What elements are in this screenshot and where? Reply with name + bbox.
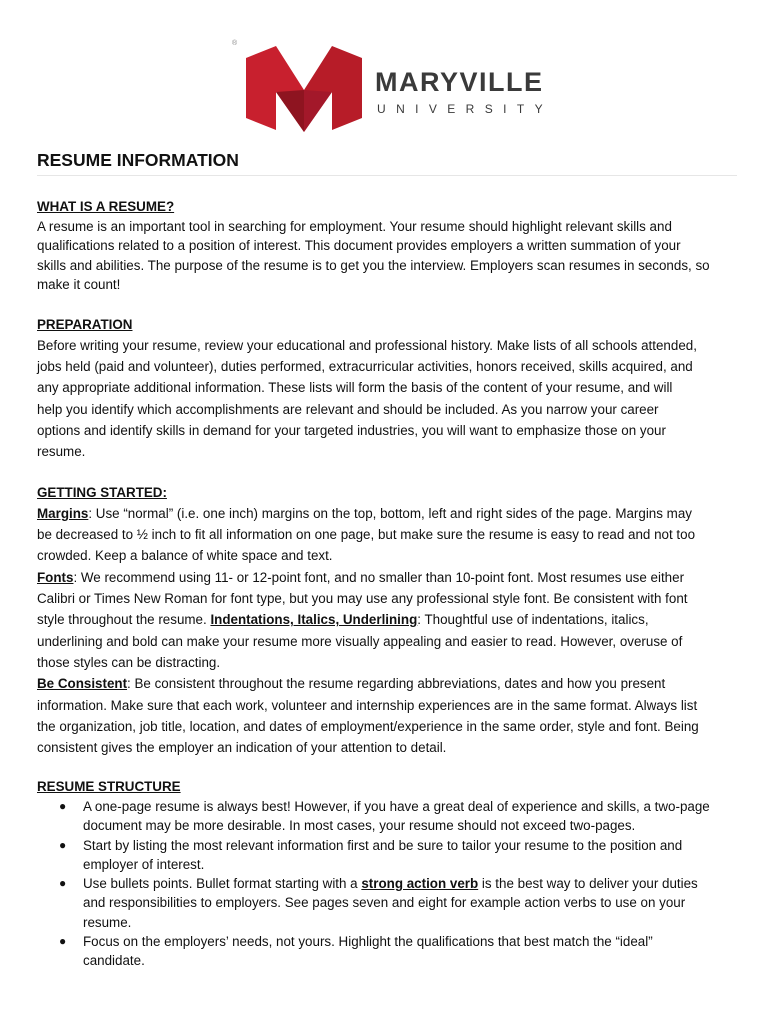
paragraph-line: those styles can be distracting. [37, 654, 221, 670]
strong-action-verb-text: strong action verb [361, 876, 479, 892]
consistent-text: : Be consistent throughout the resume regarding abbreviations, dates and how you present [127, 676, 666, 692]
bullet-text: Use bullets points. Bullet format starting with a [83, 876, 362, 892]
margins-text: : Use “normal” (i.e. one inch) margins on the top, bottom, left and right sides of the page. Margins may [88, 505, 692, 521]
title-divider [37, 175, 737, 176]
paragraph-line: be decreased to ½ inch to fit all information on one page, but make sure the resume is easy to read and not too [37, 527, 696, 543]
list-item [37, 797, 737, 836]
list-item [37, 836, 737, 875]
list-item [37, 932, 737, 971]
paragraph-line: any appropriate additional information. These lists will form the basis of the content of your resume, and will [37, 380, 673, 396]
paragraph-line [37, 609, 737, 630]
registered-mark: ® [232, 40, 238, 47]
bullet-icon: ● [59, 876, 67, 891]
paragraph-line: make it count! [37, 277, 121, 292]
section-preparation [37, 314, 737, 463]
paragraph-line: skills and abilities. The purpose of the resume is to get you the interview. Employers scan resumes in seconds, so [37, 257, 710, 273]
paragraph-line: Calibri or Times New Roman for font type, but you may use any professional style font. Be consistent with font [37, 591, 688, 607]
bullet-line: Focus on the employers’ needs, not yours. Highlight the qualifications that best match the “ideal” [83, 934, 653, 950]
logo-subtitle: UNIVERSITY [377, 102, 554, 116]
bullet-line: and responsibilities to employers. See pages seven and eight for example action verbs to use on your [83, 895, 686, 911]
bullet-icon: ● [59, 798, 67, 813]
paragraph-line [37, 503, 737, 524]
page-title: RESUME INFORMATION [37, 150, 239, 170]
logo-wordmark: MARYVILLE [375, 67, 544, 97]
bullet-line [83, 874, 737, 893]
indentations-label: Indentations, Italics, Underlining [210, 612, 418, 628]
paragraph-line: crowded. Keep a balance of white space and text. [37, 548, 333, 564]
be-consistent-label: Be Consistent [37, 676, 128, 692]
bullet-line: resume. [83, 914, 132, 930]
bullet-line: candidate. [83, 953, 145, 969]
bullet-icon: ● [59, 837, 67, 852]
bullet-icon: ● [59, 934, 67, 949]
section-heading: WHAT IS A RESUME? [37, 199, 175, 214]
paragraph-line: jobs held (paid and volunteer), duties performed, extracurricular activities, honors received, skills acquired, and [37, 359, 693, 375]
paragraph-line: A resume is an important tool in searching for employment. Your resume should highlight relevant skills and [37, 218, 672, 234]
paragraph-line: the organization, job title, location, and dates of employment/experience in the same order, style and font. Being [37, 718, 699, 734]
section-heading: GETTING STARTED: [37, 484, 167, 500]
section-resume-structure [37, 777, 737, 970]
maryville-logo [232, 40, 554, 140]
paragraph-line: help you identify which accomplishments are relevant and should be included. As you narrow your career [37, 401, 659, 417]
paragraph-line: resume. [37, 444, 86, 460]
paragraph-line: Before writing your resume, review your educational and professional history. Make lists of all schools attended, [37, 337, 697, 353]
fonts-label: Fonts [37, 569, 74, 585]
list-item [37, 874, 737, 932]
bullet-list [37, 797, 737, 971]
fonts-text: : Thoughtful use of indentations, italics, [417, 612, 649, 628]
maryville-m-icon [242, 44, 366, 134]
paragraph-line [37, 567, 737, 588]
paragraph-line: consistent gives the employer an indication of your attention to detail. [37, 740, 447, 756]
bullet-line: document may be more desirable. In most cases, your resume should not exceed two-pages. [83, 818, 636, 834]
section-heading: PREPARATION [37, 316, 133, 332]
paragraph-line: qualifications related to a position of interest. This document provides employers a written summation of your [37, 238, 681, 253]
document-body [37, 197, 737, 971]
bullet-line: A one-page resume is always best! However, if you have a great deal of experience and skills, a two-page [83, 798, 710, 814]
paragraph-line [37, 673, 737, 694]
fonts-text: : We recommend using 11- or 12-point font, and no smaller than 10-point font. Most resumes use either [73, 569, 685, 585]
paragraph-line: options and identify skills in demand for your targeted industries, you will want to emphasize those on your [37, 422, 666, 438]
section-what-is-a-resume [37, 197, 737, 295]
paragraph-line: underlining and bold can make your resume more visually appealing and easier to read. However, overuse of [37, 633, 683, 649]
paragraph-line: information. Make sure that each work, volunteer and internship experiences are in the same format. Always list [37, 697, 698, 713]
fonts-text: style throughout the resume. [37, 612, 211, 628]
bullet-text: is the best way to deliver your duties [478, 876, 698, 892]
section-heading: RESUME STRUCTURE [37, 779, 181, 795]
bullet-line: employer of interest. [83, 856, 205, 872]
bullet-line: Start by listing the most relevant information first and be sure to tailor your resume to the position and [83, 837, 683, 853]
margins-label: Margins [37, 505, 89, 521]
section-getting-started [37, 482, 737, 759]
